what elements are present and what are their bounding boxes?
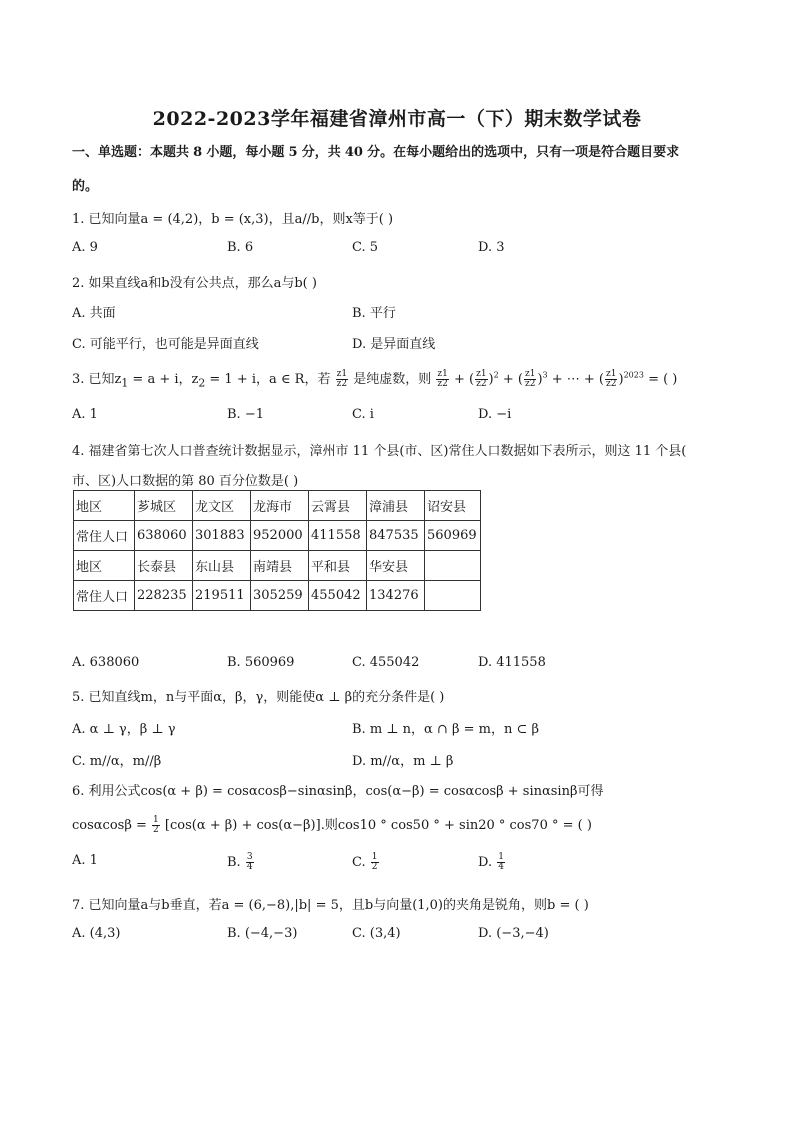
table-cell: 411558 — [309, 521, 367, 551]
section-text-b: 小题，每小题 — [206, 145, 285, 160]
frac-num: z1 — [437, 369, 448, 379]
table-cell: 龙海市 — [251, 491, 309, 521]
q2-option-b[interactable]: B. 平行 — [352, 306, 396, 321]
table-cell: 平和县 — [309, 551, 367, 581]
table-cell: 南靖县 — [251, 551, 309, 581]
frac-num: 1 — [498, 852, 504, 862]
q3-option-c[interactable]: C. i — [352, 407, 374, 422]
table-cell: 228235 — [135, 581, 193, 611]
table-cell: 847535 — [367, 521, 425, 551]
q6-option-c[interactable] — [352, 853, 380, 872]
frac-num: 1 — [153, 815, 159, 825]
table-cell: 地区 — [74, 551, 135, 581]
table-cell: 常住人口 — [74, 521, 135, 551]
table-cell: 219511 — [193, 581, 251, 611]
table-cell: 华安县 — [367, 551, 425, 581]
section-text-c: 分，共 — [301, 145, 341, 160]
table-cell: 301883 — [193, 521, 251, 551]
q6-fraction — [152, 816, 160, 835]
q6-option-d[interactable] — [478, 853, 506, 872]
frac-den: 2 — [153, 825, 159, 835]
q4-option-c[interactable]: C. 455042 — [352, 655, 420, 670]
question-7-stem: 7. 已知向量a与b垂直，若a = (6,−8),|b| = 5，且b与向量(1,0)的夹角是锐角，则b = ( ) — [72, 898, 589, 913]
table-cell — [425, 551, 481, 581]
frac-den: z2 — [606, 379, 617, 389]
q3-fraction-5 — [605, 370, 617, 389]
section-text-a: 本题共 — [150, 145, 190, 160]
q3-exp-2: 2 — [493, 370, 499, 380]
q3-text-a: 3. 已知z — [72, 372, 122, 387]
population-table — [73, 490, 481, 611]
frac-den: 4 — [498, 862, 504, 872]
frac-den: z2 — [476, 379, 487, 389]
table-cell: 952000 — [251, 521, 309, 551]
table-cell: 地区 — [74, 491, 135, 521]
table-row — [74, 581, 481, 611]
frac-den: z2 — [336, 379, 348, 389]
frac-den: z2 — [437, 379, 448, 389]
q7-option-b[interactable]: B. (−4,−3) — [227, 926, 298, 941]
section-text-e: 的。 — [72, 179, 99, 194]
option-label: B. — [227, 855, 241, 870]
q5-option-a[interactable]: A. α ⊥ γ，β ⊥ γ — [72, 722, 176, 737]
points-each: 5 — [288, 145, 298, 160]
table-cell: 134276 — [367, 581, 425, 611]
q1-option-b[interactable]: B. 6 — [227, 240, 254, 255]
question-5-stem: 5. 已知直线m，n与平面α，β，γ，则能使α ⊥ β的充分条件是( ) — [72, 690, 445, 705]
q1-option-a[interactable]: A. 9 — [72, 240, 98, 255]
q7-option-d[interactable]: D. (−3,−4) — [478, 926, 549, 941]
q3-sub-1: 1 — [121, 376, 129, 390]
table-cell: 305259 — [251, 581, 309, 611]
q3-text-h: ) — [537, 372, 543, 387]
q7-option-a[interactable]: A. (4,3) — [72, 926, 121, 941]
q6-option-b[interactable] — [227, 853, 255, 872]
q4-option-d[interactable]: D. 411558 — [478, 655, 546, 670]
q3-text-j: ) — [618, 372, 624, 387]
q3-option-a[interactable]: A. 1 — [72, 407, 98, 422]
q1-option-d[interactable]: D. 3 — [478, 240, 505, 255]
q5-option-b[interactable]: B. m ⊥ n，α ∩ β = m，n ⊂ β — [352, 722, 539, 737]
table-cell — [425, 581, 481, 611]
option-fraction — [497, 853, 505, 872]
table-cell: 云霄县 — [309, 491, 367, 521]
table-cell: 漳浦县 — [367, 491, 425, 521]
q5-option-c[interactable]: C. m//α，m//β — [72, 754, 162, 769]
q4-option-b[interactable]: B. 560969 — [227, 655, 295, 670]
frac-den: z2 — [524, 379, 536, 389]
table-cell: 长泰县 — [135, 551, 193, 581]
frac-num: z1 — [606, 369, 617, 379]
table-cell: 芗城区 — [135, 491, 193, 521]
question-3-stem — [72, 368, 677, 390]
option-fraction — [246, 853, 254, 872]
section-text-d: 分。在每小题给出的选项中，只有一项是符合题目要求 — [367, 145, 680, 160]
q3-text-f: ) — [488, 372, 494, 387]
q5-option-d[interactable]: D. m//α，m ⊥ β — [352, 754, 454, 769]
q2-option-c[interactable]: C. 可能平行，也可能是异面直线 — [72, 337, 259, 352]
option-label: D. — [478, 855, 493, 870]
q4-option-a[interactable]: A. 638060 — [72, 655, 140, 670]
q6-text-a: cosαcosβ = — [72, 818, 147, 833]
frac-num: z1 — [336, 369, 348, 379]
table-cell: 常住人口 — [74, 581, 135, 611]
frac-num: z1 — [524, 369, 536, 379]
table-cell: 东山县 — [193, 551, 251, 581]
q3-text-g: + ( — [502, 372, 523, 387]
option-label: C. — [352, 855, 366, 870]
question-count: 8 — [193, 145, 203, 160]
table-row — [74, 491, 481, 521]
q3-text-i: + ⋯ + ( — [551, 372, 605, 387]
section-header: 一、单选题： — [72, 145, 151, 160]
question-4-stem-line1: 4. 福建省第七次人口普查统计数据显示，漳州市 11 个县(市、区)常住人口数据如下表所示，则这 11 个县( — [72, 444, 687, 459]
table-cell: 诏安县 — [425, 491, 481, 521]
q3-exp-2023: 2023 — [623, 370, 644, 380]
q3-sub-2: 2 — [198, 376, 206, 390]
q3-text-b: = a + i，z — [132, 372, 199, 387]
q6-text-b: [cos(α + β) + cos(α−β)].则cos10 ° cos50 ° + sin20 ° cos70 ° = ( ) — [164, 818, 592, 833]
q3-text-e: + ( — [453, 372, 475, 387]
q2-option-a[interactable]: A. 共面 — [72, 306, 116, 321]
option-fraction — [371, 853, 379, 872]
frac-num: 3 — [246, 852, 253, 862]
points-total: 40 — [344, 145, 363, 160]
table-cell: 龙文区 — [193, 491, 251, 521]
table-cell: 560969 — [425, 521, 481, 551]
section-instructions — [72, 136, 726, 204]
q3-exp-3: 3 — [542, 370, 548, 380]
q7-option-c[interactable]: C. (3,4) — [352, 926, 401, 941]
q3-fraction-2 — [436, 370, 448, 389]
question-2-stem: 2. 如果直线a和b没有公共点，那么a与b( ) — [72, 276, 317, 291]
q3-option-b[interactable]: B. −1 — [227, 407, 264, 422]
frac-num: z1 — [476, 369, 487, 379]
question-6-stem-line1: 6. 利用公式cos(α + β) = cosαcosβ−sinαsinβ，cos(α−β) = cosαcosβ + sinαsinβ可得 — [72, 784, 604, 799]
q3-fraction-1 — [336, 370, 348, 389]
q3-option-d[interactable]: D. −i — [478, 407, 512, 422]
q1-option-c[interactable]: C. 5 — [352, 240, 379, 255]
table-row — [74, 521, 481, 551]
q6-option-a[interactable]: A. 1 — [72, 853, 98, 868]
frac-den: 4 — [246, 862, 253, 872]
question-6-stem-line2 — [72, 814, 592, 835]
q2-option-d[interactable]: D. 是异面直线 — [352, 337, 436, 352]
q3-text-c: = 1 + i，a ∈ R，若 — [209, 372, 331, 387]
question-4-stem-line2: 市、区)人口数据的第 80 百分位数是( ) — [72, 474, 299, 489]
q3-fraction-4 — [524, 370, 536, 389]
question-1-stem: 1. 已知向量a = (4,2)，b = (x,3)，且a//b，则x等于( ) — [72, 212, 394, 227]
q3-text-k: = ( ) — [648, 372, 678, 387]
frac-num: 1 — [371, 852, 378, 862]
table-cell: 455042 — [309, 581, 367, 611]
q3-text-d: 是纯虚数，则 — [353, 372, 432, 387]
exam-title: 2022-2023学年福建省漳州市高一（下）期末数学试卷 — [152, 108, 642, 130]
q3-fraction-3 — [475, 370, 487, 389]
frac-den: 2 — [371, 862, 378, 872]
table-cell: 638060 — [135, 521, 193, 551]
table-row — [74, 551, 481, 581]
